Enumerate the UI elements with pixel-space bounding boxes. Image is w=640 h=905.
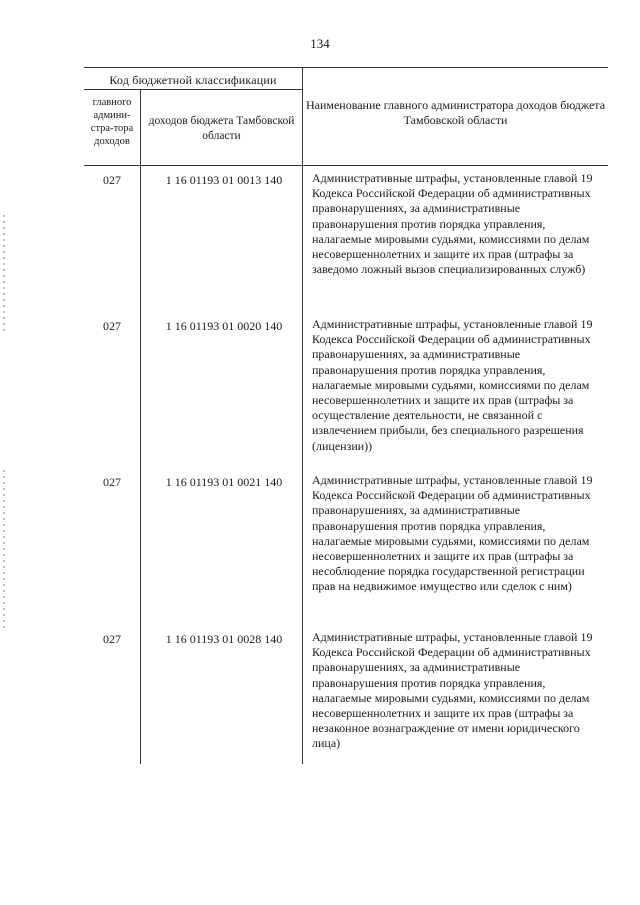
header-code-group: Код бюджетной классификации [109, 73, 277, 87]
budget-code-table [84, 67, 608, 764]
admin-code-cell: 027 [103, 475, 121, 489]
revenue-code-cell: 1 16 01193 01 0013 140 [165, 173, 283, 187]
table-border-top [84, 67, 608, 68]
administrator-name-cell: Административные штрафы, установленные главой 19 Кодекса Российской Федерации об административных правонарушениях, за административные правонарушения против порядка управления, налагаемые мировыми судьями, комиссиями по делам несовершеннолетних и защите их прав (штрафы за незаконное вознаграждение от имени юридического лица) [312, 630, 593, 751]
admin-code-cell: 027 [103, 319, 121, 333]
header-admin-column: главного админи-стра-тора доходов [90, 97, 134, 147]
page-number: 134 [310, 36, 330, 51]
scan-edge-mark [3, 215, 5, 335]
column-divider [140, 89, 141, 764]
revenue-code-cell: 1 16 01193 01 0020 140 [165, 319, 283, 333]
administrator-name-cell: Административные штрафы, установленные главой 19 Кодекса Российской Федерации об административных правонарушениях, за административные правонарушения против порядка управления, налагаемые мировыми судьями, комиссиями по делам несовершеннолетних и защите их прав (штрафы за осуществление деятельности, не связанной с извлечением прибыли, без специального разрешения (лицензии)) [312, 317, 593, 453]
header-name-column: Наименование главного администратора доходов бюджета Тамбовской области [305, 98, 606, 127]
header-bottom-rule [84, 165, 608, 166]
column-divider [302, 67, 303, 764]
administrator-name-cell: Административные штрафы, установленные главой 19 Кодекса Российской Федерации об административных правонарушениях, за административные правонарушения против порядка управления, налагаемые мировыми судьями, комиссиями по делам несовершеннолетних и защите их прав (штрафы за несоблюдение порядка государственной регистрации прав на недвижимое имущество или сделок с ним) [312, 473, 593, 594]
header-revenue-column: доходов бюджета Тамбовской области [148, 115, 295, 142]
administrator-name-cell: Административные штрафы, установленные главой 19 Кодекса Российской Федерации об административных правонарушениях, за административные правонарушения против порядка управления, налагаемые мировыми судьями, комиссиями по делам несовершеннолетних и защите их прав (штрафы за заведомо ложный вызов специализированных служб) [312, 171, 593, 277]
header-divider [84, 89, 302, 90]
admin-code-cell: 027 [103, 173, 121, 187]
scan-edge-mark [3, 470, 5, 630]
revenue-code-cell: 1 16 01193 01 0021 140 [165, 475, 283, 489]
admin-code-cell: 027 [103, 632, 121, 646]
revenue-code-cell: 1 16 01193 01 0028 140 [165, 632, 283, 646]
